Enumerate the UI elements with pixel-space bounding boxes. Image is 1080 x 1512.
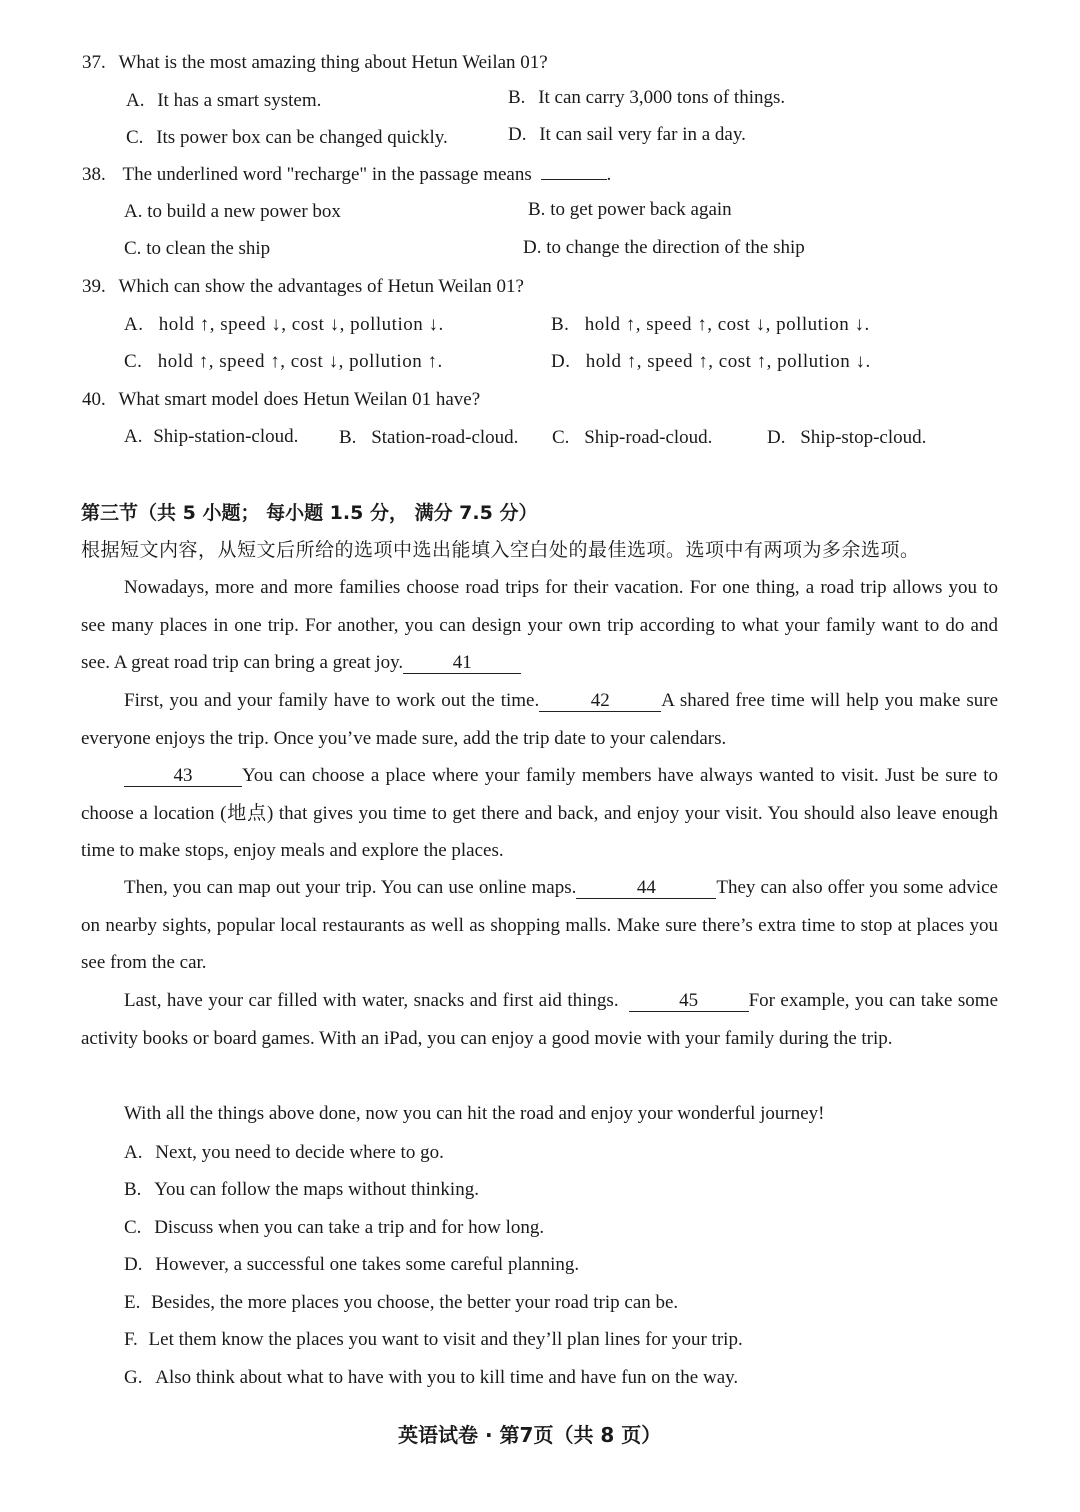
- answer-blank-43[interactable]: 43: [124, 766, 242, 787]
- choice-d: D. However, a successful one takes some careful planning.: [124, 1254, 580, 1275]
- passage-paragraph-6: With all the things above done, now you can hit the road and enjoy your wonderful journey!: [124, 1103, 825, 1124]
- option-39-c: C. hold ↑, speed ↑, cost ↓, pollution ↑.: [124, 351, 443, 372]
- question-38: 38. The underlined word "recharge" in the passage means .: [82, 164, 612, 185]
- answer-blank-42[interactable]: 42: [539, 691, 661, 712]
- option-38-a: A. to build a new power box: [124, 201, 341, 222]
- question-stem: What smart model does Hetun Weilan 01 have?: [118, 389, 481, 410]
- option-40-a: A. Ship-station-cloud.: [124, 426, 299, 447]
- page-footer: 英语试卷 · 第7页（共 8 页）: [398, 1423, 662, 1447]
- choice-g: G. Also think about what to have with you to kill time and have fun on the way.: [124, 1367, 739, 1388]
- option-40-c: C. Ship-road-cloud.: [552, 427, 713, 448]
- question-number: 38.: [82, 164, 106, 185]
- option-37-a: A. It has a smart system.: [126, 90, 322, 111]
- passage-paragraph-1: Nowadays, more and more families choose road trips for their vacation. For one thing, a road trip allows you to see many places in one trip. For another, you can design your own trip according to what your family want to do and see. A great road trip can bring a great joy. 41: [81, 577, 998, 673]
- passage-paragraph-4: Then, you can map out your trip. You can use online maps. 44 They can also offer you some advice on nearby sights, popular local restaurants as well as shopping malls. Make sure there’s extra time to stop at places you see from the car.: [81, 877, 998, 973]
- choice-c: C. Discuss when you can take a trip and for how long.: [124, 1217, 545, 1238]
- question-40: [82, 388, 480, 412]
- option-40-d: D. Ship-stop-cloud.: [767, 427, 927, 448]
- section-heading: 第三节（共 5 小题； 每小题 1.5 分， 满分 7.5 分）: [81, 502, 538, 524]
- answer-blank-44[interactable]: 44: [576, 878, 716, 899]
- passage-paragraph-3: 43 You can choose a place where your family members have always wanted to visit. Just be sure to choose a location (地点) that gives you time to get there and back, and enjoy your visit. You should also leave enough time to make stops, enjoy meals and explore the places.: [81, 765, 998, 861]
- question-number: 37.: [82, 52, 106, 73]
- section-instruction: 根据短文内容，从短文后所给的选项中选出能填入空白处的最佳选项。选项中有两项为多余选项。: [81, 539, 920, 561]
- choice-b: B. You can follow the maps without thinking.: [124, 1179, 479, 1200]
- option-38-b: B. to get power back again: [528, 199, 732, 220]
- choice-a: A. Next, you need to decide where to go.: [124, 1142, 444, 1163]
- question-number: 40.: [82, 389, 106, 410]
- option-39-d: D. hold ↑, speed ↑, cost ↑, pollution ↓.: [551, 351, 871, 372]
- answer-blank-45[interactable]: 45: [629, 991, 749, 1012]
- option-38-d: D. to change the direction of the ship: [523, 237, 805, 258]
- choice-f: F. Let them know the places you want to visit and they’ll plan lines for your trip.: [124, 1329, 743, 1350]
- passage-paragraph-5: Last, have your car filled with water, snacks and first aid things. 45 For example, you can take some activity books or board games. With an iPad, you can enjoy a good movie with your family during the trip.: [81, 990, 998, 1049]
- answer-blank[interactable]: [541, 179, 607, 180]
- question-number: 39.: [82, 276, 106, 297]
- answer-blank-41[interactable]: 41: [403, 653, 521, 674]
- question-stem: The underlined word "recharge" in the passage means: [122, 164, 532, 185]
- option-37-d: D. It can sail very far in a day.: [508, 124, 746, 145]
- option-39-b: B. hold ↑, speed ↑, cost ↓, pollution ↓.: [551, 314, 870, 335]
- question-37: [82, 51, 548, 75]
- option-37-c: C. Its power box can be changed quickly.: [126, 127, 448, 148]
- question-39: [82, 275, 524, 299]
- option-40-b: B. Station-road-cloud.: [339, 427, 519, 448]
- passage-paragraph-2: First, you and your family have to work out the time. 42 A shared free time will help you make sure everyone enjoys the trip. Once you’ve made sure, add the trip date to your calendars.: [81, 690, 999, 749]
- choice-e: E. Besides, the more places you choose, the better your road trip can be.: [124, 1292, 679, 1313]
- question-stem: Which can show the advantages of Hetun Weilan 01?: [118, 276, 524, 297]
- option-38-c: C. to clean the ship: [124, 238, 271, 259]
- option-37-b: B. It can carry 3,000 tons of things.: [508, 87, 786, 108]
- option-39-a: A. hold ↑, speed ↓, cost ↓, pollution ↓.: [124, 314, 444, 335]
- question-stem: What is the most amazing thing about Hetun Weilan 01?: [118, 52, 548, 73]
